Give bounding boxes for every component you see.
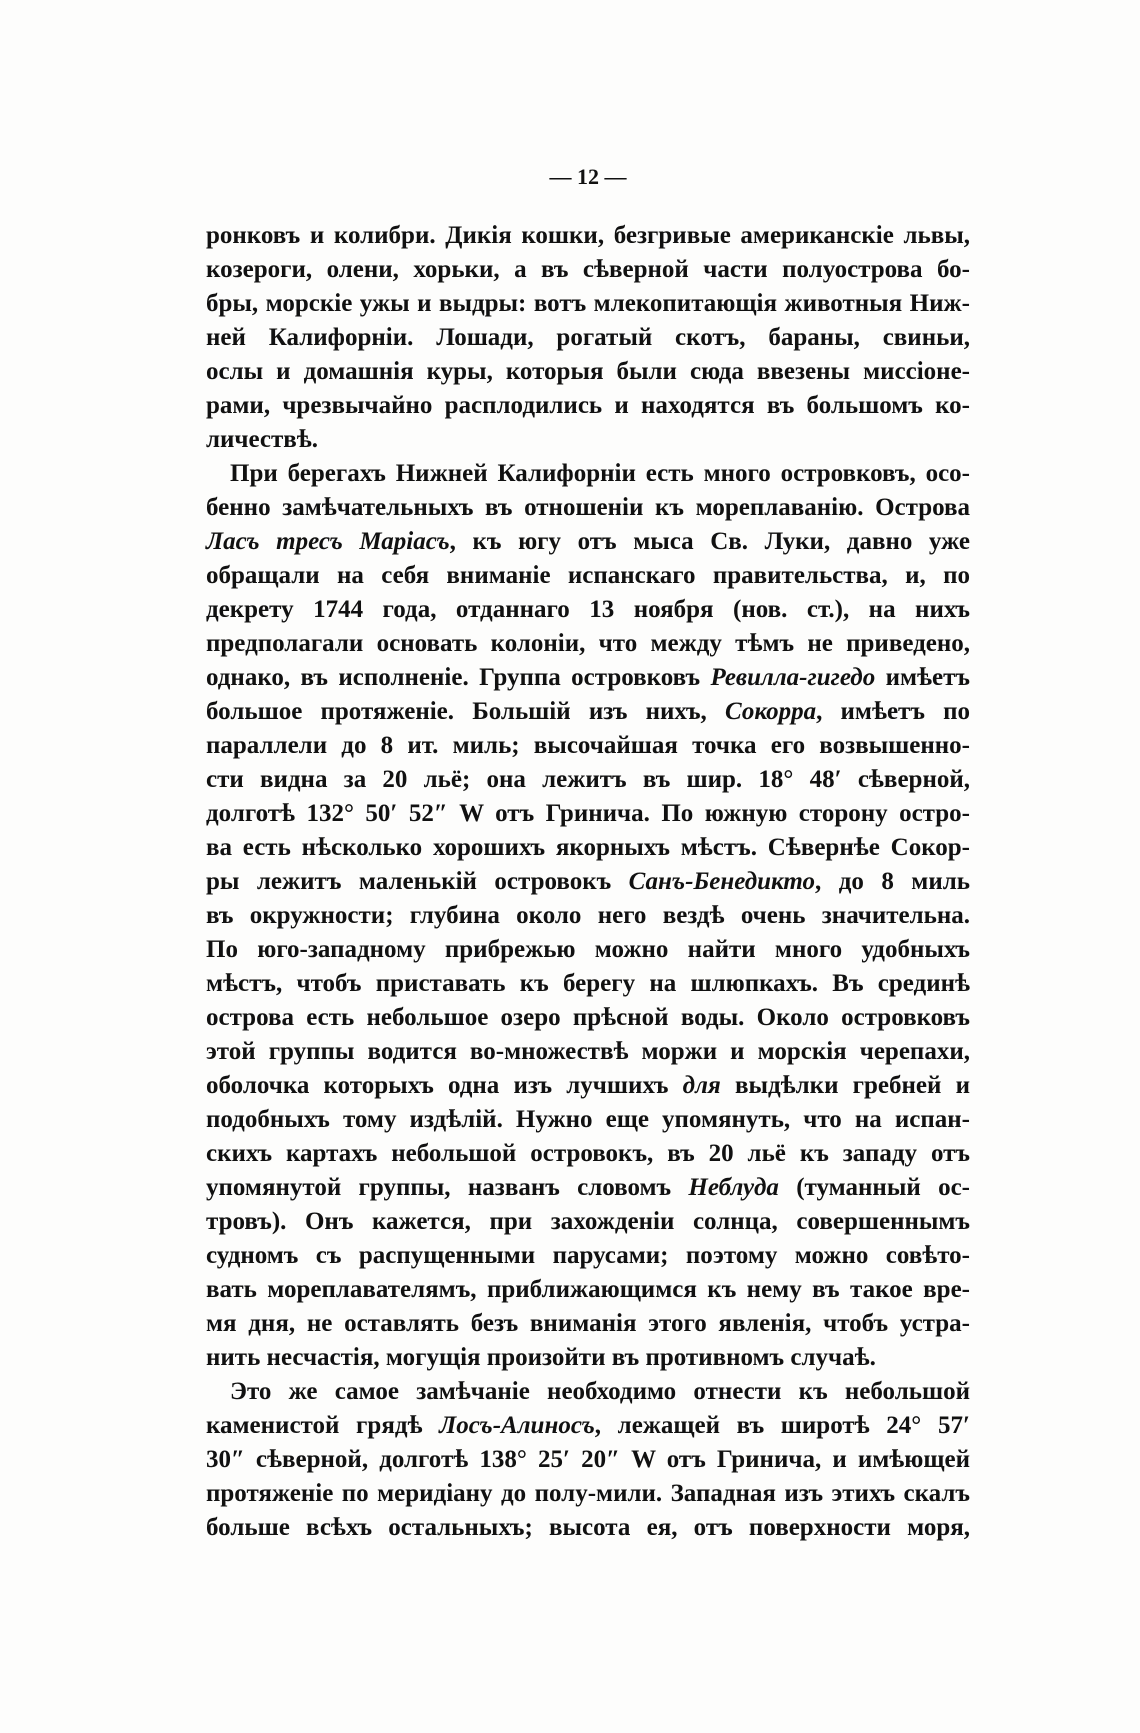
text-line (206, 1103, 970, 1137)
italic-name: для (682, 1072, 721, 1099)
italic-name: Ласъ тресъ Маріасъ (206, 528, 450, 555)
text-line (206, 1409, 970, 1443)
line-text: вать мореплавателямъ, приближающимся къ нему въ такое вре- (206, 1276, 970, 1303)
text-line (206, 695, 970, 729)
line-text: обращали на себя вниманіе испанскаго правительства, и, по (206, 562, 970, 589)
line-text: бенно замѣчательныхъ въ отношеніи къ мореплаванію. Острова (206, 494, 970, 521)
text-line (206, 1069, 970, 1103)
text-line (206, 491, 970, 525)
paragraph (206, 219, 970, 457)
line-text: оболочка которыхъ одна изъ лучшихъ (206, 1072, 683, 1099)
line-text: каменистой грядѣ (206, 1412, 440, 1439)
line-text: (туманный ос- (778, 1174, 970, 1201)
text-line (206, 219, 970, 253)
line-text: 30″ сѣверной, долготѣ 138° 25′ 20″ W отъ Гринича, и имѣющей (206, 1446, 970, 1473)
line-text: этой группы водится во-множествѣ моржи и морскія черепахи, (206, 1038, 970, 1065)
line-text: имѣетъ (875, 664, 970, 691)
text-line (206, 933, 970, 967)
line-text: однако, въ исполненіе. Группа островковъ (206, 664, 711, 691)
text-line (206, 559, 970, 593)
line-text: ры лежитъ маленькій островокъ (206, 868, 629, 895)
text-line (206, 899, 970, 933)
text-line (206, 1477, 970, 1511)
text-line (206, 1375, 970, 1409)
text-line (206, 355, 970, 389)
text-line (206, 1239, 970, 1273)
line-text: личествѣ. (206, 426, 319, 453)
text-line (206, 797, 970, 831)
line-text: долготѣ 132° 50′ 52″ W отъ Гринича. По южную сторону остро- (206, 800, 970, 827)
line-text: ва есть нѣсколько хорошихъ якорныхъ мѣстъ. Сѣвернѣе Сокор- (206, 834, 970, 861)
text-line (206, 593, 970, 627)
text-line (206, 1341, 970, 1375)
line-text: судномъ съ распущенными парусами; поэтому можно совѣто- (206, 1242, 970, 1269)
text-line (206, 423, 970, 457)
text-line (206, 763, 970, 797)
italic-name: Лосъ-Алиносъ (439, 1412, 595, 1439)
line-text: ронковъ и колибри. Дикія кошки, безгривые американскіе львы, (206, 222, 970, 249)
text-line (206, 1001, 970, 1035)
text-body (206, 219, 970, 1545)
text-line (206, 967, 970, 1001)
line-text: Это же самое замѣчаніе необходимо отнести къ небольшой (230, 1378, 970, 1405)
text-line (206, 1273, 970, 1307)
text-line (206, 865, 970, 899)
text-line (206, 457, 970, 491)
text-line (206, 253, 970, 287)
italic-name: Неблуда (688, 1174, 779, 1201)
line-text: мя дня, не оставлять безъ вниманія этого явленія, чтобъ устра- (206, 1310, 970, 1337)
paragraph (206, 1375, 970, 1545)
line-text: ней Калифорніи. Лошади, рогатый скотъ, бараны, свиньи, (206, 324, 970, 351)
line-text: , къ югу отъ мыса Св. Луки, давно уже (449, 528, 970, 555)
line-text: сти видна за 20 льё; она лежитъ въ шир. 18° 48′ сѣверной, (206, 766, 970, 793)
text-line (206, 1171, 970, 1205)
text-line (206, 729, 970, 763)
text-line (206, 1035, 970, 1069)
italic-name: Ревилла-гигедо (710, 664, 876, 691)
line-text: больше всѣхъ остальныхъ; высота ея, отъ поверхности моря, (206, 1514, 970, 1541)
text-line (206, 1511, 970, 1545)
line-text: протяженіе по меридіану до полу-мили. Западная изъ этихъ скалъ (206, 1480, 970, 1507)
text-line (206, 1205, 970, 1239)
line-text: скихъ картахъ небольшой островокъ, въ 20 льё къ западу отъ (206, 1140, 970, 1167)
text-line (206, 321, 970, 355)
line-text: подобныхъ тому издѣлій. Нужно еще упомянуть, что на испан- (206, 1106, 970, 1133)
line-text: нить несчастія, могущія произойти въ противномъ случаѣ. (206, 1344, 876, 1371)
line-text: ослы и домашнія куры, которыя были сюда ввезены миссіоне- (206, 358, 970, 385)
line-text: мѣстъ, чтобъ приставать къ берегу на шлюпкахъ. Въ срединѣ (206, 970, 970, 997)
line-text: предполагали основать колоніи, что между тѣмъ не приведено, (206, 630, 970, 657)
line-text: , лежащей въ широтѣ 24° 57′ (594, 1412, 970, 1439)
line-text: параллели до 8 ит. миль; высочайшая точка его возвышенно- (206, 732, 970, 759)
text-line (206, 1307, 970, 1341)
line-text: выдѣлки гребней и (720, 1072, 970, 1099)
line-text: бры, морскіе ужы и выдры: вотъ млекопитающія животныя Ниж- (206, 290, 970, 317)
text-line (206, 287, 970, 321)
line-text: упомянутой группы, названъ словомъ (206, 1174, 689, 1201)
italic-name: Сокорра (725, 698, 817, 725)
text-line (206, 525, 970, 559)
line-text: рами, чрезвычайно расплодились и находятся въ большомъ ко- (206, 392, 970, 419)
line-text: козероги, олени, хорьки, а въ сѣверной части полуострова бо- (206, 256, 970, 283)
italic-name: Санъ-Бенедикто (628, 868, 815, 895)
text-line (206, 1443, 970, 1477)
text-line (206, 831, 970, 865)
line-text: , до 8 миль (815, 868, 970, 895)
text-line (206, 661, 970, 695)
line-text: При берегахъ Нижней Калифорніи есть много островковъ, осо- (230, 460, 970, 487)
text-line (206, 389, 970, 423)
line-text: , имѣетъ по (816, 698, 971, 725)
line-text: декрету 1744 года, отданнаго 13 ноября (нов. ст.), на нихъ (206, 596, 970, 623)
text-line (206, 627, 970, 661)
line-text: большое протяженіе. Большій изъ нихъ, (206, 698, 725, 725)
line-text: острова есть небольшое озеро прѣсной воды. Около островковъ (206, 1004, 970, 1031)
line-text: тровъ). Онъ кажется, при захожденіи солнца, совершеннымъ (206, 1208, 970, 1235)
paragraph (206, 457, 970, 1375)
text-line (206, 1137, 970, 1171)
line-text: въ окружности; глубина около него вездѣ очень значительна. (206, 902, 970, 929)
page-number: — 12 — (549, 164, 627, 189)
line-text: По юго-западному прибрежью можно найти много удобныхъ (206, 936, 970, 963)
